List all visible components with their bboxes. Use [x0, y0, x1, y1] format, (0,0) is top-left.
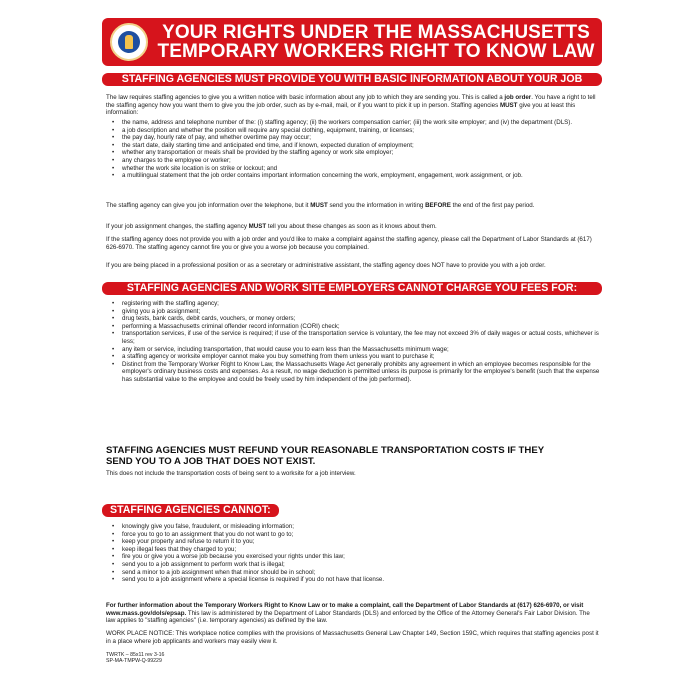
- refund-heading-line1: STAFFING AGENCIES MUST REFUND YOUR REASONABLE TRANSPORTATION COSTS IF THEY: [106, 445, 545, 456]
- list-item: • a job description and whether the position will require any special clothing, equipment, training, or licenses;: [112, 127, 600, 135]
- job-order-info-list: [112, 119, 600, 180]
- further-information-paragraph: [106, 602, 600, 625]
- list-item: • giving you a job assignment;: [112, 308, 600, 316]
- poster-header: [102, 18, 602, 66]
- list-item: • drug tests, bank cards, debit cards, vouchers, or money orders;: [112, 315, 600, 323]
- list-item: • a multilingual statement that the job order contains important information concerning the work, employment, engagement, work assignment, or job.: [112, 172, 600, 180]
- list-item: • force you to go to an assignment that you do not want to go to;: [112, 531, 600, 539]
- list-item: • send a minor to a job assignment when that minor should be in school;: [112, 569, 600, 577]
- poster-title-line1: YOUR RIGHTS UNDER THE MASSACHUSETTS: [162, 22, 590, 43]
- poster-page: [102, 18, 602, 682]
- list-item: • the pay day, hourly rate of pay, and whether overtime pay may occur;: [112, 134, 600, 142]
- assignment-change-paragraph: [106, 223, 600, 231]
- para2-text-b: tell you about these changes as soon as it knows about them.: [266, 223, 437, 230]
- poster-title-line2: TEMPORARY WORKERS RIGHT TO KNOW LAW: [157, 41, 595, 62]
- section-heading-cannot: STAFFING AGENCIES CANNOT:: [102, 504, 279, 517]
- intro-text-c: give you at least this information:: [106, 101, 576, 117]
- writing-requirement-paragraph: [106, 202, 600, 210]
- list-item: • performing a Massachusetts criminal offender record information (CORI) check;: [112, 323, 600, 331]
- list-item: • registering with the staffing agency;: [112, 300, 600, 308]
- refund-heading: [106, 446, 600, 467]
- list-item: • the start date, daily starting time and anticipated end time, and if known, expected duration of employment;: [112, 142, 600, 150]
- no-fees-list: [112, 300, 600, 384]
- para2-must: MUST: [248, 223, 267, 230]
- list-item: • Distinct from the Temporary Worker Right to Know Law, the Massachusetts Wage Act generally prohibits any agreement in which an employee becomes responsible for the employer's ordinary business costs and expenses. As a result, no wage deduction is permitted unless its purpose is primarily for the employee's benefit (such that the expense has substantial value to the employee and could be freely used by him independent of the job performed).: [112, 361, 600, 384]
- para1-text-b: send you the information in writing: [327, 202, 426, 209]
- list-item: • keep illegal fees that they charged to you;: [112, 546, 600, 554]
- list-item: • fire you or give you a worse job because you exercised your rights under this law;: [112, 553, 600, 561]
- further-information-bold: For further information about the Temporary Workers Right to Know Law or to make a complaint, call the Department of Labor Standards at (617) 626-6970, or visit www.mass.gov/dols/epsap.: [106, 602, 584, 617]
- form-id-line2: SP-MA-TMPW-Q-99229: [106, 658, 162, 664]
- intro-job-order: job order: [504, 94, 532, 101]
- list-item: • any charges to the employee or worker;: [112, 157, 600, 165]
- intro-text-b: . You have a right to tell the staffing agency how you want them to give you the job order, such as by e-mail, mail, or if you want to pick it up in person. Staffing agencies: [106, 94, 596, 109]
- agencies-cannot-list: [112, 523, 600, 584]
- para1-text-c: the end of the first pay period.: [450, 202, 535, 209]
- list-item: • whether any transportation or meals shall be provided by the staffing agency or work site employer;: [112, 149, 600, 157]
- list-item: • send you to a job assignment where a special license is required if you do not have that license.: [112, 576, 600, 584]
- massachusetts-seal-icon: [110, 23, 148, 61]
- para1-before: BEFORE: [425, 202, 451, 209]
- form-id-line1: TWRTK – 85x11 rev 3-16: [106, 652, 165, 658]
- list-item: • a staffing agency or worksite employer cannot make you buy something from them unless you want to purchase it;: [112, 353, 600, 361]
- list-item: • keep your property and refuse to return it to you;: [112, 538, 600, 546]
- poster-title: [154, 23, 598, 61]
- list-item: • the name, address and telephone number of the: (i) staffing agency; (ii) the workers compensation carrier; (iii) the work site employer; and (iv) the department (DLS).: [112, 119, 600, 127]
- complaint-paragraph: If the staffing agency does not provide you with a job order and you'd like to make a complaint against the staffing agency, please call the Department of Labor Standards at (617) 626-6970. The staffing agency cannot fire you or give you a worse job because you complained.: [106, 236, 592, 251]
- professional-position-paragraph: If you are being placed in a professional position or as a secretary or administrative assistant, the staffing agency does NOT have to provide you with a job order.: [106, 262, 546, 269]
- workplace-notice: WORK PLACE NOTICE: This workplace notice complies with the provisions of Massachusetts General Law Chapter 149, Section 159C, which requires that staffing agencies post it in a place where job applicants and workers may easily view it.: [106, 630, 599, 645]
- refund-heading-line2: SEND YOU TO A JOB THAT DOES NOT EXIST.: [106, 455, 316, 467]
- list-item: • knowingly give you false, fraudulent, or misleading information;: [112, 523, 600, 531]
- list-item: • transportation services, if use of the service is required; if use of the transportation service is voluntary, the fee may not exceed 3% of daily wages or actual costs, whichever is less;: [112, 330, 600, 345]
- section-heading-no-fees: STAFFING AGENCIES AND WORK SITE EMPLOYERS CANNOT CHARGE YOU FEES FOR:: [102, 282, 602, 295]
- section-heading-basic-information: STAFFING AGENCIES MUST PROVIDE YOU WITH BASIC INFORMATION ABOUT YOUR JOB: [102, 73, 602, 86]
- section1-intro: [106, 94, 600, 117]
- further-information-text: This law is administered by the Department of Labor Standards (DLS) and enforced by the Office of the Attorney General's Fair Labor Division. The law applies to "staffing agencies" (i.e. temporary agencies) as defined by the law.: [106, 609, 590, 625]
- list-item: • send you to a job assignment to perform work that is illegal;: [112, 561, 600, 569]
- intro-must: MUST: [499, 101, 518, 109]
- para1-text-a: The staffing agency can give you job information over the telephone, but it: [106, 202, 311, 209]
- para1-must: MUST: [310, 202, 328, 209]
- list-item: • whether the work site location is on strike or lockout; and: [112, 165, 600, 173]
- intro-text-a: The law requires staffing agencies to give you a written notice with basic information about any job to which they are sending you. This is called a: [106, 94, 505, 101]
- para2-text-a: If your job assignment changes, the staffing agency: [106, 223, 249, 230]
- refund-note: This does not include the transportation costs of being sent to a worksite for a job interview.: [106, 470, 356, 477]
- list-item: • any item or service, including transportation, that would cause you to earn less than the Massachusetts minimum wage;: [112, 346, 600, 354]
